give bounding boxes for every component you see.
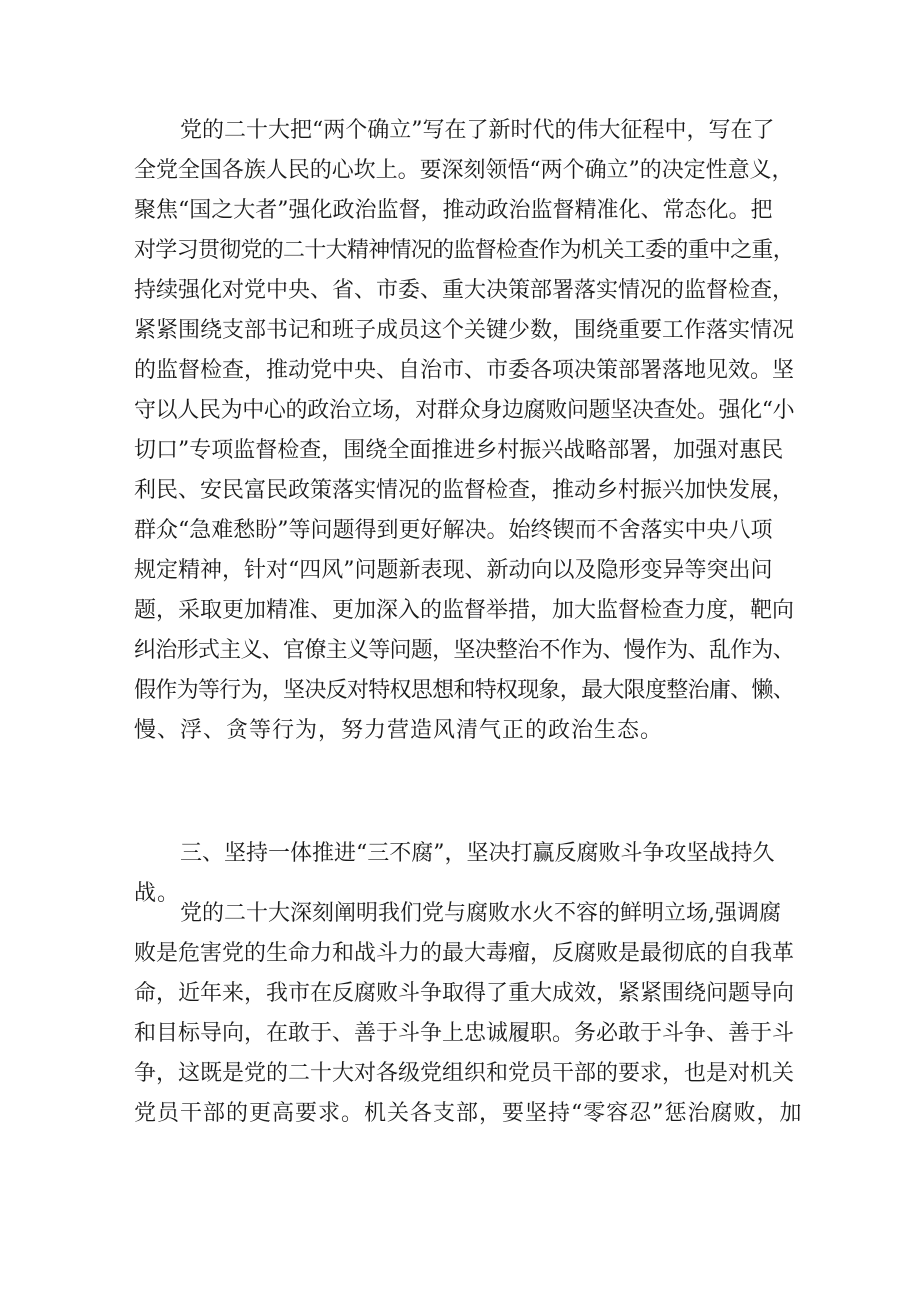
text-line: 对学习贯彻党的二十大精神情况的监督检查作为机关工委的重中之重， — [134, 238, 795, 263]
text-line: 利民、安民富民政策落实情况的监督检查，推动乡村振兴加快发展， — [134, 478, 795, 503]
text-line: 持续强化对党中央、省、市委、重大决策部署落实情况的监督检查， — [134, 278, 795, 303]
text-line: 守以人民为中心的政治立场，对群众身边腐败问题坚决查处。强化“小 — [134, 398, 795, 423]
text-line: 党的二十大深刻阐明我们党与腐败水火不容的鲜明立场,强调腐 — [180, 901, 781, 926]
text-line: 聚焦“国之大者”强化政治监督，推动政治监督精准化、常态化。把 — [134, 198, 773, 223]
text-line: 全党全国各族人民的心坎上。要深刻领悟“两个确立”的决定性意义， — [134, 158, 794, 183]
text-line: 规定精神，针对“四风”问题新表现、新动向以及隐形变异等突出问 — [134, 558, 773, 583]
text-line: 和目标导向，在敢于、善于斗争上忠诚履职。务必敢于斗争、善于斗 — [134, 1021, 795, 1046]
text-line: 慢、浮、贪等行为，努力营造风清气正的政治生态。 — [134, 718, 664, 743]
text-line: 紧紧围绕支部书记和班子成员这个关键少数，围绕重要工作落实情况 — [134, 318, 795, 343]
paragraph-anti-corruption — [134, 894, 803, 1134]
text-line: 党的二十大把“两个确立”写在了新时代的伟大征程中，写在了 — [180, 118, 775, 143]
heading-line: 三、坚持一体推进“三不腐”，坚决打赢反腐败斗争攻坚战持久 — [180, 841, 775, 866]
text-line: 命，近年来，我市在反腐败斗争取得了重大成效，紧紧围绕问题导向 — [134, 981, 795, 1006]
text-line: 群众“急难愁盼”等问题得到更好解决。始终锲而不舍落实中央八项 — [134, 518, 773, 543]
text-line: 假作为等行为，坚决反对特权思想和特权现象，最大限度整治庸、懒、 — [134, 678, 795, 703]
text-line: 纠治形式主义、官僚主义等问题，坚决整治不作为、慢作为、乱作为、 — [134, 638, 795, 663]
text-line: 的监督检查，推动党中央、自治市、市委各项决策部署落地见效。坚 — [134, 358, 795, 383]
text-line: 争，这既是党的二十大对各级党组织和党员干部的要求，也是对机关 — [134, 1061, 795, 1086]
text-line: 党员干部的更高要求。机关各支部，要坚持“零容忍”惩治腐败，加 — [134, 1101, 803, 1126]
paragraph-two-establishments — [134, 111, 794, 751]
text-line: 败是危害党的生命力和战斗力的最大毒瘤，反腐败是最彻底的自我革 — [134, 941, 795, 966]
heading-line: 战。 — [134, 881, 181, 906]
text-line: 切口”专项监督检查，围绕全面推进乡村振兴战略部署，加强对惠民 — [134, 438, 784, 463]
text-line: 题，采取更加精准、更加深入的监督举措，加大监督检查力度，靶向 — [134, 598, 795, 623]
